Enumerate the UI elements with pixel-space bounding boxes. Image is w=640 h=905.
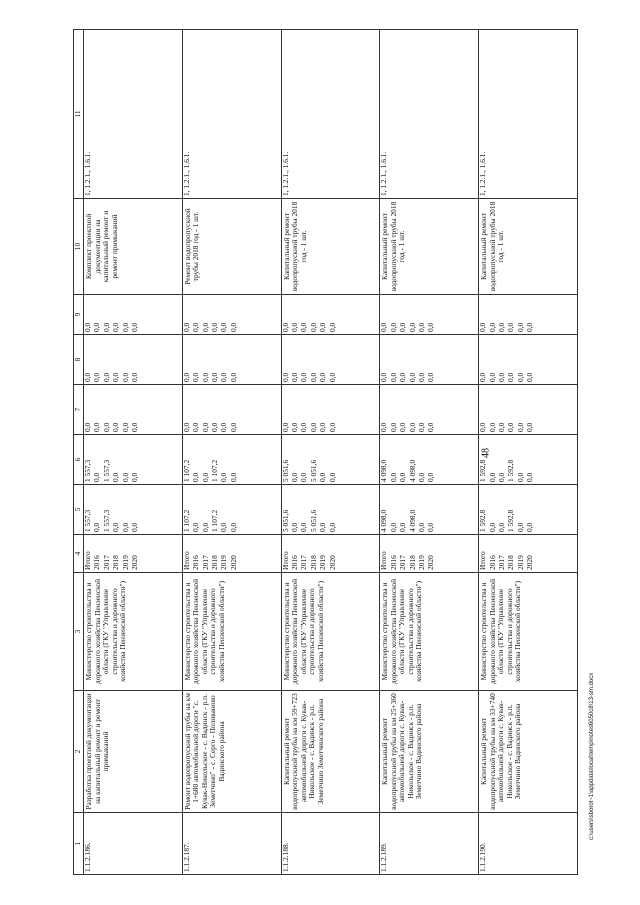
total-funding-cell bbox=[380, 485, 479, 535]
regional-budget-cell-value: 1 107,2 bbox=[181, 459, 191, 482]
other-sources-cell-value: 0,0 bbox=[327, 322, 337, 332]
other-sources-cell-value: 0,0 bbox=[83, 322, 92, 332]
local-budget-cell-value: 0,0 bbox=[398, 372, 408, 382]
regional-budget-cell-value: 5 051,6 bbox=[280, 459, 290, 482]
federal-budget-cell bbox=[281, 385, 380, 435]
total-funding-cell-value: 0,0 bbox=[219, 522, 229, 532]
federal-budget-cell-value: 0,0 bbox=[101, 422, 111, 432]
indicators-cell: 1, 1.2.1., 1.6.1. bbox=[281, 30, 380, 199]
other-sources-cell-value: 0,0 bbox=[506, 322, 516, 332]
total-funding-cell-value: 1 557,3 bbox=[83, 509, 92, 532]
total-funding-cell-value: 4 098,0 bbox=[379, 509, 389, 532]
year-cell-value: 2016 bbox=[191, 555, 201, 570]
expected-result-cell: Комплект проектной документации на капитальный ремонт и ремонт примыканий bbox=[84, 199, 183, 295]
regional-budget-cell-value: 1 557,3 bbox=[101, 459, 111, 482]
local-budget-cell-value: 0,0 bbox=[379, 372, 389, 382]
other-sources-cell-value: 0,0 bbox=[308, 322, 318, 332]
year-cell-value: Итого bbox=[181, 551, 191, 570]
total-funding-cell-value: 0,0 bbox=[120, 522, 130, 532]
federal-budget-cell-value: 0,0 bbox=[120, 422, 130, 432]
regional-budget-cell-value: 0,0 bbox=[120, 472, 130, 482]
total-funding-cell-value: 0,0 bbox=[191, 522, 201, 532]
other-sources-cell-value: 0,0 bbox=[515, 322, 525, 332]
other-sources-cell bbox=[281, 295, 380, 335]
row-number-cell: 1.1.2.190. bbox=[479, 813, 578, 875]
other-sources-cell bbox=[380, 295, 479, 335]
year-cell-value: Итого bbox=[379, 551, 389, 570]
indicators-cell: 1, 1.2.1., 1.6.1. bbox=[380, 30, 479, 199]
other-sources-cell-value: 0,0 bbox=[478, 322, 488, 332]
column-number-row bbox=[74, 30, 84, 875]
other-sources-cell-value: 0,0 bbox=[426, 322, 436, 332]
other-sources-cell bbox=[479, 295, 578, 335]
regional-budget-cell-value: 0,0 bbox=[525, 472, 535, 482]
local-budget-cell-value: 0,0 bbox=[525, 372, 535, 382]
other-sources-cell-value: 0,0 bbox=[289, 322, 299, 332]
total-funding-cell-value: 0,0 bbox=[318, 522, 328, 532]
federal-budget-cell bbox=[84, 385, 183, 435]
federal-budget-cell-value: 0,0 bbox=[200, 422, 210, 432]
regional-budget-cell-value: 0,0 bbox=[487, 472, 497, 482]
total-funding-cell-value: 0,0 bbox=[426, 522, 436, 532]
local-budget-cell-value: 0,0 bbox=[200, 372, 210, 382]
local-budget-cell-value: 0,0 bbox=[478, 372, 488, 382]
federal-budget-cell-value: 0,0 bbox=[308, 422, 318, 432]
regional-budget-cell-value: 0,0 bbox=[129, 472, 139, 482]
table-row bbox=[84, 30, 183, 875]
total-funding-cell bbox=[84, 485, 183, 535]
year-cell-value: 2017 bbox=[398, 555, 408, 570]
year-cell-value: 2016 bbox=[289, 555, 299, 570]
other-sources-cell-value: 0,0 bbox=[388, 322, 398, 332]
federal-budget-cell bbox=[182, 385, 281, 435]
year-cell-value: 2019 bbox=[416, 555, 426, 570]
total-funding-cell-value: 0,0 bbox=[525, 522, 535, 532]
expected-result-cell: Капитальный ремонт водопропускной трубы 2018 год - 1 шт. bbox=[380, 199, 479, 295]
total-funding-cell-value: 0,0 bbox=[92, 522, 102, 532]
year-cell-value: Итого bbox=[478, 551, 488, 570]
year-cell-value: 2018 bbox=[407, 555, 417, 570]
federal-budget-cell-value: 0,0 bbox=[83, 422, 92, 432]
year-cell-value: Итого bbox=[280, 551, 290, 570]
regional-budget-cell bbox=[281, 435, 380, 485]
column-number: 4 bbox=[74, 535, 84, 573]
other-sources-cell bbox=[84, 295, 183, 335]
total-funding-cell-value: 1 107,2 bbox=[181, 509, 191, 532]
footer-file-path: c:\users\sborot~1\appdata\local\temp\notes6050c8\13-sm.docx bbox=[589, 672, 595, 840]
federal-budget-cell-value: 0,0 bbox=[327, 422, 337, 432]
other-sources-cell-value: 0,0 bbox=[398, 322, 408, 332]
other-sources-cell-value: 0,0 bbox=[120, 322, 130, 332]
other-sources-cell-value: 0,0 bbox=[318, 322, 328, 332]
table-row bbox=[182, 30, 281, 875]
federal-budget-cell-value: 0,0 bbox=[209, 422, 219, 432]
regional-budget-cell-value: 0,0 bbox=[416, 472, 426, 482]
regional-budget-cell-value: 0,0 bbox=[496, 472, 506, 482]
federal-budget-cell-value: 0,0 bbox=[92, 422, 102, 432]
year-cell bbox=[281, 535, 380, 573]
federal-budget-cell-value: 0,0 bbox=[289, 422, 299, 432]
federal-budget-cell bbox=[380, 385, 479, 435]
federal-budget-cell-value: 0,0 bbox=[379, 422, 389, 432]
year-cell-value: 2018 bbox=[111, 555, 121, 570]
federal-budget-cell-value: 0,0 bbox=[506, 422, 516, 432]
federal-budget-cell-value: 0,0 bbox=[407, 422, 417, 432]
year-cell-value: 2017 bbox=[101, 555, 111, 570]
total-funding-cell-value: 1 557,3 bbox=[101, 509, 111, 532]
column-number: 3 bbox=[74, 573, 84, 691]
federal-budget-cell-value: 0,0 bbox=[515, 422, 525, 432]
other-sources-cell-value: 0,0 bbox=[129, 322, 139, 332]
activity-name-cell: Разработка проектной документации на капитальный ремонт и ремонт примыканий bbox=[84, 691, 183, 813]
table-row bbox=[479, 30, 578, 875]
local-budget-cell-value: 0,0 bbox=[111, 372, 121, 382]
federal-budget-cell-value: 0,0 bbox=[496, 422, 506, 432]
regional-budget-cell-value: 0,0 bbox=[426, 472, 436, 482]
year-cell bbox=[380, 535, 479, 573]
local-budget-cell-value: 0,0 bbox=[426, 372, 436, 382]
regional-budget-cell-value: 0,0 bbox=[318, 472, 328, 482]
total-funding-cell-value: 0,0 bbox=[487, 522, 497, 532]
other-sources-cell-value: 0,0 bbox=[280, 322, 290, 332]
executor-cell: Министерство строительства и дорожного хозяйства Пензенской области (ГКУ "Управление строительства и дорожного хозяйства Пензенской области") bbox=[380, 573, 479, 691]
regional-budget-cell-value: 0,0 bbox=[388, 472, 398, 482]
local-budget-cell-value: 0,0 bbox=[506, 372, 516, 382]
federal-budget-cell-value: 0,0 bbox=[426, 422, 436, 432]
other-sources-cell-value: 0,0 bbox=[200, 322, 210, 332]
total-funding-cell-value: 0,0 bbox=[327, 522, 337, 532]
local-budget-cell bbox=[182, 335, 281, 385]
program-activities-table bbox=[73, 29, 578, 875]
total-funding-cell bbox=[479, 485, 578, 535]
local-budget-cell-value: 0,0 bbox=[496, 372, 506, 382]
total-funding-cell-value: 0,0 bbox=[496, 522, 506, 532]
local-budget-cell-value: 0,0 bbox=[299, 372, 309, 382]
total-funding-cell-value: 0,0 bbox=[228, 522, 238, 532]
local-budget-cell-value: 0,0 bbox=[209, 372, 219, 382]
local-budget-cell-value: 0,0 bbox=[181, 372, 191, 382]
row-number-cell: 1.1.2.187. bbox=[182, 813, 281, 875]
federal-budget-cell-value: 0,0 bbox=[525, 422, 535, 432]
column-number: 8 bbox=[74, 335, 84, 385]
indicators-cell: 1, 1.2.1., 1.6.1. bbox=[182, 30, 281, 199]
local-budget-cell bbox=[380, 335, 479, 385]
regional-budget-cell-value: 5 051,6 bbox=[308, 459, 318, 482]
federal-budget-cell-value: 0,0 bbox=[478, 422, 488, 432]
other-sources-cell-value: 0,0 bbox=[299, 322, 309, 332]
total-funding-cell-value: 0,0 bbox=[111, 522, 121, 532]
column-number: 2 bbox=[74, 691, 84, 813]
column-number: 1 bbox=[74, 813, 84, 875]
local-budget-cell-value: 0,0 bbox=[228, 372, 238, 382]
year-cell-value: 2017 bbox=[200, 555, 210, 570]
year-cell-value: 2016 bbox=[487, 555, 497, 570]
other-sources-cell-value: 0,0 bbox=[101, 322, 111, 332]
year-cell-value: 2020 bbox=[525, 555, 535, 570]
total-funding-cell-value: 0,0 bbox=[398, 522, 408, 532]
other-sources-cell-value: 0,0 bbox=[525, 322, 535, 332]
other-sources-cell-value: 0,0 bbox=[496, 322, 506, 332]
total-funding-cell-value: 0,0 bbox=[129, 522, 139, 532]
local-budget-cell bbox=[479, 335, 578, 385]
total-funding-cell-value: 1 592,8 bbox=[478, 509, 488, 532]
local-budget-cell-value: 0,0 bbox=[191, 372, 201, 382]
regional-budget-cell bbox=[479, 435, 578, 485]
year-cell-value: 2020 bbox=[228, 555, 238, 570]
regional-budget-cell-value: 1 557,3 bbox=[83, 459, 92, 482]
total-funding-cell-value: 0,0 bbox=[388, 522, 398, 532]
other-sources-cell-value: 0,0 bbox=[209, 322, 219, 332]
year-cell-value: 2019 bbox=[515, 555, 525, 570]
year-cell-value: 2016 bbox=[92, 555, 102, 570]
total-funding-cell-value: 0,0 bbox=[200, 522, 210, 532]
total-funding-cell-value: 0,0 bbox=[416, 522, 426, 532]
total-funding-cell-value: 1 107,2 bbox=[209, 509, 219, 532]
column-number: 6 bbox=[74, 435, 84, 485]
regional-budget-cell-value: 0,0 bbox=[200, 472, 210, 482]
activity-name-cell: Ремонт водопропускной трубы на км 1+680 автомобильной дороги "с. Кувак-Никольское - с. Вадинск - р.п. Земетчино" - с. Серго - Поливаново Вадинского района bbox=[182, 691, 281, 813]
row-number-cell: 1.1.2.186. bbox=[84, 813, 183, 875]
federal-budget-cell-value: 0,0 bbox=[299, 422, 309, 432]
year-cell bbox=[479, 535, 578, 573]
table-container bbox=[73, 30, 578, 875]
regional-budget-cell bbox=[182, 435, 281, 485]
federal-budget-cell-value: 0,0 bbox=[487, 422, 497, 432]
total-funding-cell-value: 5 051,6 bbox=[308, 509, 318, 532]
regional-budget-cell-value: 0,0 bbox=[228, 472, 238, 482]
year-cell-value: Итого bbox=[83, 551, 92, 570]
table-body bbox=[84, 30, 578, 875]
year-cell bbox=[84, 535, 183, 573]
regional-budget-cell-value: 0,0 bbox=[299, 472, 309, 482]
other-sources-cell-value: 0,0 bbox=[92, 322, 102, 332]
regional-budget-cell-value: 4 098,0 bbox=[379, 459, 389, 482]
regional-budget-cell-value: 0,0 bbox=[92, 472, 102, 482]
local-budget-cell-value: 0,0 bbox=[219, 372, 229, 382]
local-budget-cell-value: 0,0 bbox=[289, 372, 299, 382]
other-sources-cell-value: 0,0 bbox=[379, 322, 389, 332]
total-funding-cell-value: 0,0 bbox=[299, 522, 309, 532]
year-cell bbox=[182, 535, 281, 573]
other-sources-cell-value: 0,0 bbox=[416, 322, 426, 332]
column-number: 7 bbox=[74, 385, 84, 435]
federal-budget-cell-value: 0,0 bbox=[129, 422, 139, 432]
other-sources-cell-value: 0,0 bbox=[111, 322, 121, 332]
executor-cell: Министерство строительства и дорожного хозяйства Пензенской области (ГКУ "Управление строительства и дорожного хозяйства Пензенской области") bbox=[281, 573, 380, 691]
expected-result-cell: Капитальный ремонт водопропускной трубы 2018 год - 1 шт. bbox=[479, 199, 578, 295]
regional-budget-cell-value: 1 592,8 bbox=[506, 459, 516, 482]
federal-budget-cell-value: 0,0 bbox=[191, 422, 201, 432]
total-funding-cell bbox=[281, 485, 380, 535]
table-row bbox=[380, 30, 479, 875]
activity-name-cell: Капитальный ремонт водопропускной трубы на км 33+740 автомобильной дороги с. Кувак-Никольское - с. Вадинск - р.п. Земетчино Вадинского района bbox=[479, 691, 578, 813]
regional-budget-cell-value: 0,0 bbox=[219, 472, 229, 482]
federal-budget-cell-value: 0,0 bbox=[416, 422, 426, 432]
federal-budget-cell-value: 0,0 bbox=[228, 422, 238, 432]
regional-budget-cell-value: 4 098,0 bbox=[407, 459, 417, 482]
federal-budget-cell-value: 0,0 bbox=[398, 422, 408, 432]
page-number: 48 bbox=[480, 448, 492, 458]
local-budget-cell-value: 0,0 bbox=[327, 372, 337, 382]
year-cell-value: 2020 bbox=[129, 555, 139, 570]
local-budget-cell-value: 0,0 bbox=[101, 372, 111, 382]
federal-budget-cell-value: 0,0 bbox=[388, 422, 398, 432]
local-budget-cell-value: 0,0 bbox=[407, 372, 417, 382]
expected-result-cell: Ремонт водопропускной трубы 2018 год - 1 шт. bbox=[182, 199, 281, 295]
other-sources-cell-value: 0,0 bbox=[228, 322, 238, 332]
executor-cell: Министерство строительства и дорожного хозяйства Пензенской области (ГКУ "Управление строительства и дорожного хозяйства Пензенской области") bbox=[84, 573, 183, 691]
column-number: 10 bbox=[74, 199, 84, 295]
table-row bbox=[281, 30, 380, 875]
regional-budget-cell-value: 1 107,2 bbox=[209, 459, 219, 482]
total-funding-cell-value: 1 592,8 bbox=[506, 509, 516, 532]
regional-budget-cell-value: 0,0 bbox=[515, 472, 525, 482]
regional-budget-cell-value: 0,0 bbox=[111, 472, 121, 482]
row-number-cell: 1.1.2.189. bbox=[380, 813, 479, 875]
total-funding-cell bbox=[182, 485, 281, 535]
year-cell-value: 2018 bbox=[506, 555, 516, 570]
local-budget-cell-value: 0,0 bbox=[280, 372, 290, 382]
federal-budget-cell-value: 0,0 bbox=[219, 422, 229, 432]
federal-budget-cell-value: 0,0 bbox=[318, 422, 328, 432]
year-cell-value: 2020 bbox=[426, 555, 436, 570]
column-number: 9 bbox=[74, 295, 84, 335]
activity-name-cell: Капитальный ремонт водопропускной трубы на км 59+723 автомобильной дороги с. Кувак-Никольское - с. Вадинск - р.п. Земетчино Земетчинского района bbox=[281, 691, 380, 813]
regional-budget-cell-value: 0,0 bbox=[398, 472, 408, 482]
regional-budget-cell bbox=[380, 435, 479, 485]
federal-budget-cell-value: 0,0 bbox=[181, 422, 191, 432]
local-budget-cell-value: 0,0 bbox=[487, 372, 497, 382]
local-budget-cell bbox=[84, 335, 183, 385]
other-sources-cell-value: 0,0 bbox=[407, 322, 417, 332]
other-sources-cell-value: 0,0 bbox=[191, 322, 201, 332]
row-number-cell: 1.1.2.188. bbox=[281, 813, 380, 875]
regional-budget-cell-value: 0,0 bbox=[191, 472, 201, 482]
local-budget-cell-value: 0,0 bbox=[515, 372, 525, 382]
federal-budget-cell-value: 0,0 bbox=[111, 422, 121, 432]
total-funding-cell-value: 0,0 bbox=[289, 522, 299, 532]
other-sources-cell-value: 0,0 bbox=[487, 322, 497, 332]
regional-budget-cell-value: 0,0 bbox=[327, 472, 337, 482]
local-budget-cell-value: 0,0 bbox=[388, 372, 398, 382]
executor-cell: Министерство строительства и дорожного хозяйства Пензенской области (ГКУ "Управление строительства и дорожного хозяйства Пензенской области") bbox=[182, 573, 281, 691]
local-budget-cell-value: 0,0 bbox=[129, 372, 139, 382]
total-funding-cell-value: 4 098,0 bbox=[407, 509, 417, 532]
year-cell-value: 2018 bbox=[308, 555, 318, 570]
year-cell-value: 2019 bbox=[120, 555, 130, 570]
column-number: 5 bbox=[74, 485, 84, 535]
year-cell-value: 2017 bbox=[299, 555, 309, 570]
indicators-cell: 1, 1.2.1., 1.6.1. bbox=[84, 30, 183, 199]
local-budget-cell-value: 0,0 bbox=[308, 372, 318, 382]
local-budget-cell bbox=[281, 335, 380, 385]
total-funding-cell-value: 0,0 bbox=[515, 522, 525, 532]
regional-budget-cell bbox=[84, 435, 183, 485]
year-cell-value: 2020 bbox=[327, 555, 337, 570]
other-sources-cell-value: 0,0 bbox=[181, 322, 191, 332]
other-sources-cell-value: 0,0 bbox=[219, 322, 229, 332]
year-cell-value: 2016 bbox=[388, 555, 398, 570]
year-cell-value: 2019 bbox=[219, 555, 229, 570]
year-cell-value: 2018 bbox=[209, 555, 219, 570]
activity-name-cell: Капитальный ремонт водопропускной трубы на км 25+360 автомобильной дороги с. Кувак-Никольское - с. Вадинск - р.п. Земетчино Вадинского района bbox=[380, 691, 479, 813]
local-budget-cell-value: 0,0 bbox=[120, 372, 130, 382]
federal-budget-cell-value: 0,0 bbox=[280, 422, 290, 432]
local-budget-cell-value: 0,0 bbox=[416, 372, 426, 382]
total-funding-cell-value: 5 051,6 bbox=[280, 509, 290, 532]
other-sources-cell bbox=[182, 295, 281, 335]
local-budget-cell-value: 0,0 bbox=[92, 372, 102, 382]
expected-result-cell: Капитальный ремонт водопропускной трубы 2018 год - 1 шт. bbox=[281, 199, 380, 295]
rotated-table-frame bbox=[73, 30, 578, 875]
year-cell-value: 2019 bbox=[318, 555, 328, 570]
year-cell-value: 2017 bbox=[496, 555, 506, 570]
column-number: 11 bbox=[74, 30, 84, 199]
executor-cell: Министерство строительства и дорожного хозяйства Пензенской области (ГКУ "Управление строительства и дорожного хозяйства Пензенской области") bbox=[479, 573, 578, 691]
indicators-cell: 1, 1.2.1., 1.6.1. bbox=[479, 30, 578, 199]
federal-budget-cell bbox=[479, 385, 578, 435]
regional-budget-cell-value: 1 592,8 bbox=[478, 459, 488, 482]
local-budget-cell-value: 0,0 bbox=[83, 372, 92, 382]
local-budget-cell-value: 0,0 bbox=[318, 372, 328, 382]
regional-budget-cell-value: 0,0 bbox=[289, 472, 299, 482]
